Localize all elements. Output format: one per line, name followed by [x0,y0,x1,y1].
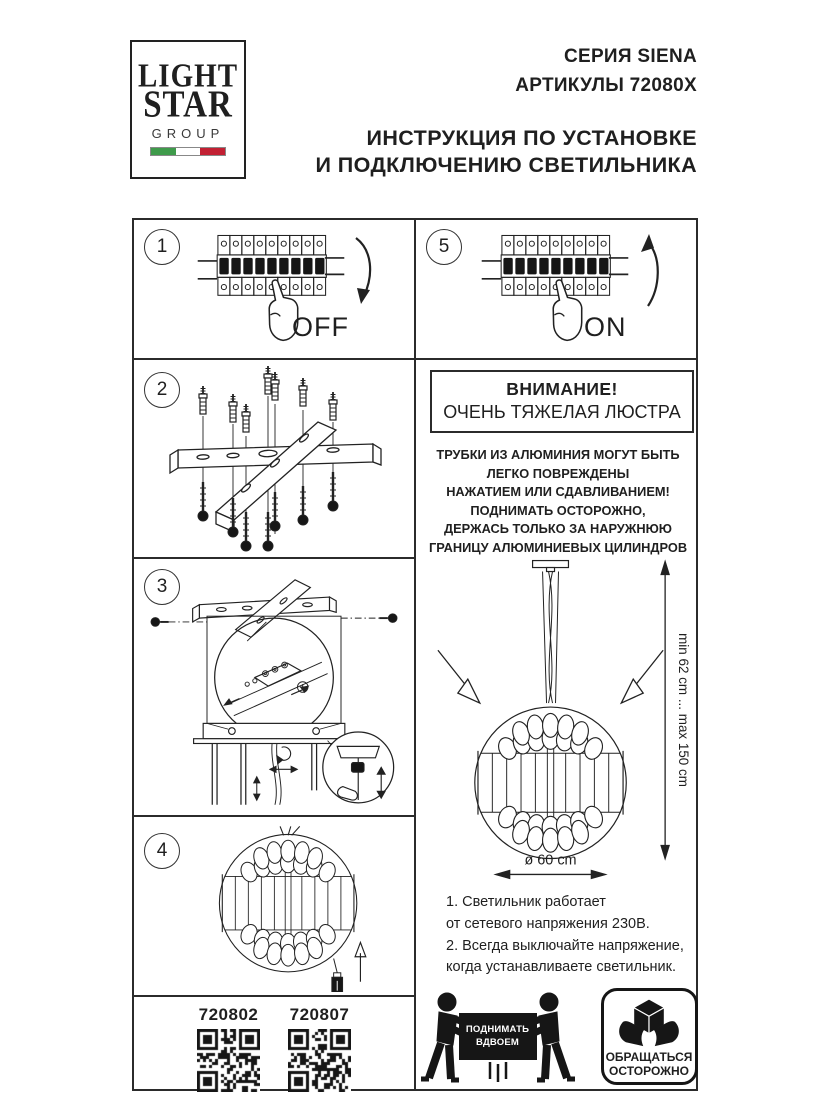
series-title: СЕРИЯ SIENA [563,46,697,67]
suspension-height-label: min 62 cm ... max 150 cm [676,633,692,787]
article-number: 720802 [198,1005,259,1024]
handle-with-care-pictogram [601,988,698,1085]
info-panel [416,360,700,1091]
diameter-label: ø 60 cm [524,852,577,869]
handling-pictograms [416,988,700,1085]
warning-line: ТРУБКИ ИЗ АЛЮМИНИЯ МОГУТ БЫТЬ [436,447,680,462]
suspension-diagram [416,555,700,885]
step5-number: 5 [438,236,450,257]
page-title-line2: И ПОДКЛЮЧЕНИЮ СВЕТИЛЬНИКА [315,153,697,178]
step5-badge [426,229,462,265]
lightstar-logo [130,40,246,179]
pointing-finger-icon [536,272,590,344]
note-line: 1. Светильник работает [446,894,606,910]
step1-number: 1 [156,236,168,257]
warning-line: ЛЕГКО ПОВРЕЖДЕНЫ [486,465,630,481]
power-off-label: OFF [292,312,349,342]
handle-label [604,1050,695,1079]
logo-word-star: STAR [143,83,233,126]
product-item [197,1005,260,1091]
step1-badge [144,229,180,265]
document-header [316,42,697,180]
step4-number: 4 [156,840,168,861]
step3-panel [134,559,414,813]
usage-notes [446,892,684,979]
warning-subtitle: ОЧЕНЬ ТЯЖЕЛАЯ ЛЮСТРА [443,402,681,422]
canopy-wiring-figure [140,565,408,810]
note-line: 2. Всегда выключайте напряжение, [446,937,684,954]
italian-flag-stripe [150,147,226,156]
arrow-up-icon [626,230,674,314]
step3-number: 3 [156,576,168,597]
handle-label-line1: ОБРАЩАТЬСЯ [605,1050,693,1064]
qr-code [197,1029,260,1092]
article-number: 720807 [289,1005,350,1024]
instruction-grid [132,218,698,1091]
qr-code [288,1029,351,1092]
step4-panel [134,817,414,993]
warning-line: ГРАНИЦУ АЛЮМИНИЕВЫХ ЦИЛИНДРОВ [428,539,688,555]
step1-panel [134,220,414,358]
warning-line: ПОДНИМАТЬ ОСТОРОЖНО, [470,502,646,518]
articles-title: АРТИКУЛЫ 72080X [515,75,697,97]
hands-holding-box-icon [613,998,685,1048]
warning-title: ВНИМАНИЕ! [506,379,618,399]
mounting-bracket-figure [158,364,393,554]
handle-label-line2: ОСТОРОЖНО [609,1064,689,1079]
arrow-down-icon [342,232,390,316]
logo-word-group: GROUP [151,126,225,142]
product-item [288,1005,351,1091]
chandelier-sphere-figure [164,817,414,992]
warning-box [430,370,694,433]
note-line: от сетевого напряжения 230В. [446,915,650,932]
page-title [316,125,697,180]
step2-panel [134,360,414,557]
step5-panel [416,220,700,358]
lift-label-plate [459,1013,537,1060]
lift-with-two-pictogram [419,989,577,1084]
lift-label-line1: ПОДНИМАТЬ [465,1024,530,1036]
power-on-label: ON [584,312,627,342]
warning-line: НАЖАТИЕМ ИЛИ СДАВЛИВАНИЕМ! [446,484,670,500]
warning-text [416,446,700,557]
step2-number: 2 [156,379,168,400]
note-line: когда устанавливаете светильник. [446,959,677,976]
lift-label-line2: ВДВОЕМ [476,1036,519,1048]
page-title-line1: ИНСТРУКЦИЯ ПО УСТАНОВКЕ [366,125,697,150]
logo-word-light: LIGHT [137,57,239,95]
article-qr-row [134,997,414,1091]
warning-line: ДЕРЖАСЬ ТОЛЬКО ЗА НАРУЖНЮЮ [444,521,672,537]
